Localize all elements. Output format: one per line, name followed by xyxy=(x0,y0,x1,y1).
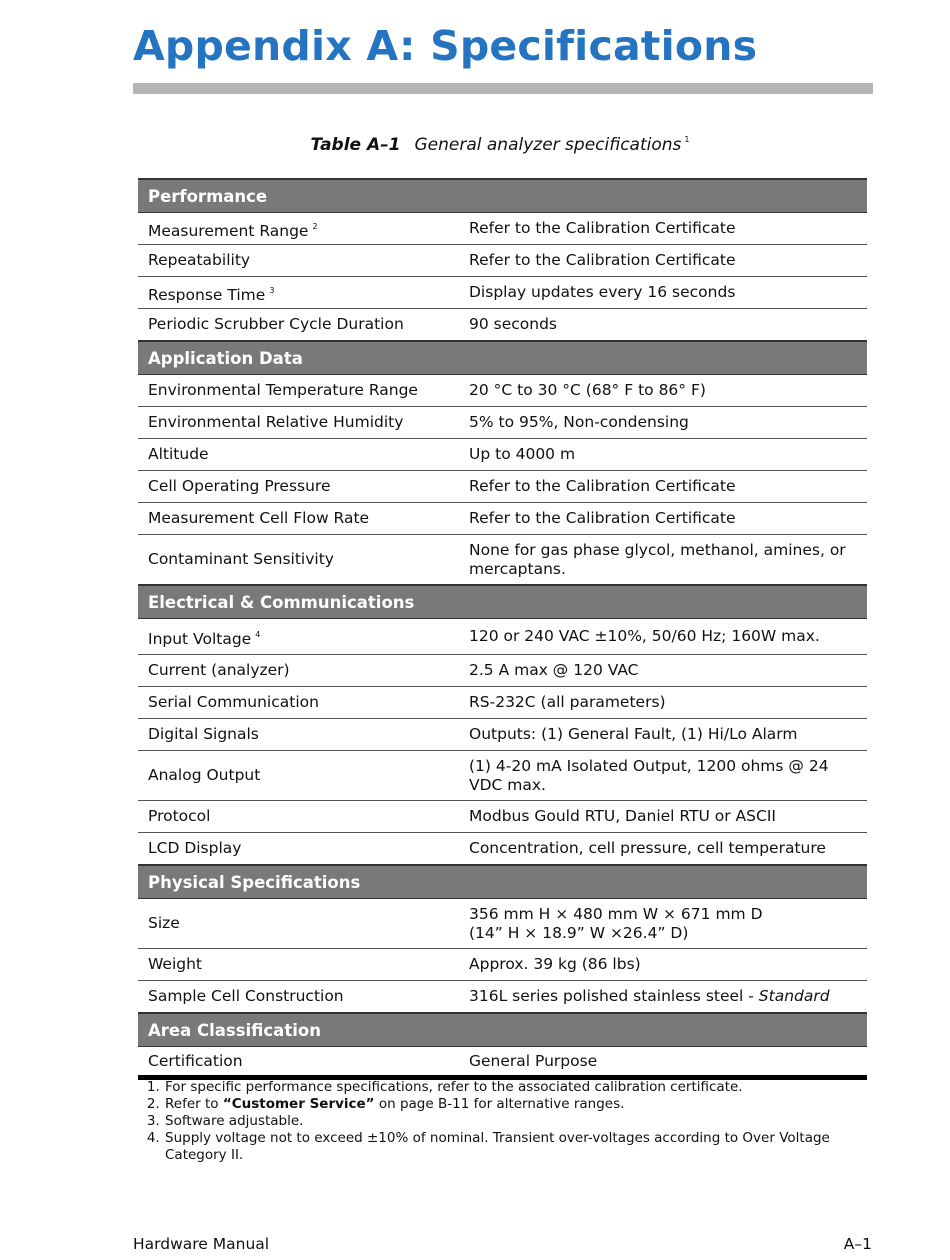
table-row xyxy=(138,213,867,245)
spec-label: LCD Display xyxy=(138,833,459,866)
table-row xyxy=(138,899,867,949)
footnote: 1. For specific performance specifications, refer to the associated calibration certificate. xyxy=(164,1079,864,1096)
table-row xyxy=(138,949,867,981)
spec-label: Current (analyzer) xyxy=(138,655,459,687)
spec-label: Repeatability xyxy=(138,245,459,277)
spec-value: 2.5 A max @ 120 VAC xyxy=(459,655,867,687)
spec-label: Periodic Scrubber Cycle Duration xyxy=(138,309,459,342)
spec-value: Up to 4000 m xyxy=(459,439,867,471)
section-title: Area Classification xyxy=(138,1013,867,1047)
spec-value: 356 mm H × 480 mm W × 671 mm D (14” H × 18.9” W ×26.4” D) xyxy=(459,899,867,949)
spec-value: Approx. 39 kg (86 lbs) xyxy=(459,949,867,981)
footnote-ref: 3 xyxy=(269,285,275,295)
spec-label: Response Time $^3$ xyxy=(138,277,459,309)
footnotes-list xyxy=(147,1079,864,1164)
caption-footnote-ref: 1 xyxy=(684,135,690,144)
spec-value: 5% to 95%, Non-condensing xyxy=(459,407,867,439)
table-row xyxy=(138,833,867,866)
spec-label: Serial Communication xyxy=(138,687,459,719)
section-header-application-data xyxy=(138,341,867,375)
table-row xyxy=(138,1047,867,1078)
spec-value: 90 seconds xyxy=(459,309,867,342)
table-row xyxy=(138,407,867,439)
spec-label: Weight xyxy=(138,949,459,981)
spec-label: Cell Operating Pressure xyxy=(138,471,459,503)
table-row xyxy=(138,503,867,535)
spec-value: 316L series polished stainless steel - Standard xyxy=(459,981,867,1014)
spec-label: Environmental Temperature Range xyxy=(138,375,459,407)
table-number: Table A–1 xyxy=(310,135,401,155)
footer-page-number: A–1 xyxy=(843,1235,872,1253)
footnote: 4. Supply voltage not to exceed ±10% of nominal. Transient over-voltages according to Over Voltage Category II. xyxy=(164,1130,864,1164)
table-row xyxy=(138,277,867,309)
spec-value: Outputs: (1) General Fault, (1) Hi/Lo Alarm xyxy=(459,719,867,751)
table-row xyxy=(138,439,867,471)
section-title: Physical Specifications xyxy=(138,865,867,899)
table-caption xyxy=(0,135,950,155)
section-header-physical-specifications xyxy=(138,865,867,899)
section-header-area-classification xyxy=(138,1013,867,1047)
table-row xyxy=(138,309,867,342)
table-row xyxy=(138,535,867,586)
spec-label: Digital Signals xyxy=(138,719,459,751)
spec-label: Measurement Range $^2$ xyxy=(138,213,459,245)
footnote-ref: 2 xyxy=(312,221,318,231)
page-title: Appendix A: Specifications xyxy=(133,22,758,70)
table-row xyxy=(138,245,867,277)
table-row xyxy=(138,687,867,719)
specifications-table xyxy=(138,178,867,1080)
footnote: 3. Software adjustable. xyxy=(164,1113,864,1130)
spec-value: 120 or 240 VAC ±10%, 50/60 Hz; 160W max. xyxy=(459,619,867,655)
spec-value: Modbus Gould RTU, Daniel RTU or ASCII xyxy=(459,801,867,833)
spec-value: Concentration, cell pressure, cell temperature xyxy=(459,833,867,866)
spec-label: Protocol xyxy=(138,801,459,833)
spec-label: Altitude xyxy=(138,439,459,471)
footnote: 2. Refer to “Customer Service” on page B-11 for alternative ranges. xyxy=(164,1096,864,1113)
spec-label: Environmental Relative Humidity xyxy=(138,407,459,439)
spec-label: Certification xyxy=(138,1047,459,1078)
table-row xyxy=(138,981,867,1014)
spec-label: Input Voltage $^4$ xyxy=(138,619,459,655)
spec-value: General Purpose xyxy=(459,1047,867,1078)
spec-value: Display updates every 16 seconds xyxy=(459,277,867,309)
spec-label: Analog Output xyxy=(138,751,459,801)
spec-label: Measurement Cell Flow Rate xyxy=(138,503,459,535)
spec-label: Contaminant Sensitivity xyxy=(138,535,459,586)
table-caption-text: General analyzer specifications xyxy=(414,135,682,155)
spec-value: Refer to the Calibration Certificate xyxy=(459,503,867,535)
spec-value: None for gas phase glycol, methanol, amines, or mercaptans. xyxy=(459,535,867,586)
spec-value: RS-232C (all parameters) xyxy=(459,687,867,719)
table-row xyxy=(138,619,867,655)
footnote-ref: 4 xyxy=(255,629,261,639)
table-row xyxy=(138,471,867,503)
section-header-performance xyxy=(138,179,867,213)
table-row xyxy=(138,751,867,801)
section-title: Electrical & Communications xyxy=(138,585,867,619)
section-title: Performance xyxy=(138,179,867,213)
spec-value: Refer to the Calibration Certificate xyxy=(459,245,867,277)
table-row xyxy=(138,801,867,833)
table-row xyxy=(138,719,867,751)
section-header-electrical-communications xyxy=(138,585,867,619)
title-rule xyxy=(133,83,873,94)
spec-value: Refer to the Calibration Certificate xyxy=(459,213,867,245)
spec-value: (1) 4-20 mA Isolated Output, 1200 ohms @ 24 VDC max. xyxy=(459,751,867,801)
spec-value: 20 °C to 30 °C (68° F to 86° F) xyxy=(459,375,867,407)
footer-document-name: Hardware Manual xyxy=(133,1235,270,1253)
table-row xyxy=(138,655,867,687)
spec-label: Size xyxy=(138,899,459,949)
spec-value: Refer to the Calibration Certificate xyxy=(459,471,867,503)
spec-label: Sample Cell Construction xyxy=(138,981,459,1014)
section-title: Application Data xyxy=(138,341,867,375)
table-row xyxy=(138,375,867,407)
